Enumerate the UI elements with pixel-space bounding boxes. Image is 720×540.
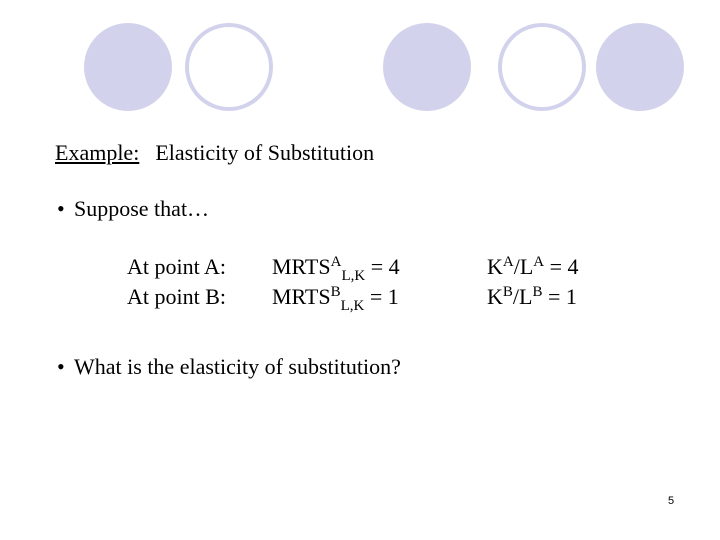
- point-b-label: At point B:: [127, 284, 227, 309]
- decorative-circle-filled: [84, 23, 172, 111]
- decorative-circle-filled: [383, 23, 471, 111]
- slide-title: [55, 140, 374, 166]
- point-a-mrts: $MRTS^A_{L,K} = 4$: [272, 254, 400, 284]
- slide-title-label: Example:: [55, 140, 140, 165]
- bullet-item: [57, 196, 209, 222]
- page-number: 5: [668, 495, 675, 507]
- point-b-mrts: $MRTS^B_{L,K} = 1$: [272, 284, 399, 314]
- slide-title-text: Elasticity of Substitution: [155, 140, 375, 165]
- bullet-icon: •: [57, 196, 65, 221]
- point-a-label: At point A:: [127, 254, 227, 279]
- bullet-item: [57, 354, 401, 380]
- bullet-text: Suppose that…: [74, 196, 210, 221]
- point-b-ratio: $K^B/L^B = 1$: [487, 284, 577, 309]
- bullet-icon: •: [57, 354, 65, 379]
- point-a-ratio: $K^A/L^A = 4$: [487, 254, 579, 279]
- decorative-circle-filled: [596, 23, 684, 111]
- bullet-text: What is the elasticity of substitution?: [74, 354, 401, 379]
- decorative-circle-outline: [498, 23, 586, 111]
- decorative-circle-outline: [185, 23, 273, 111]
